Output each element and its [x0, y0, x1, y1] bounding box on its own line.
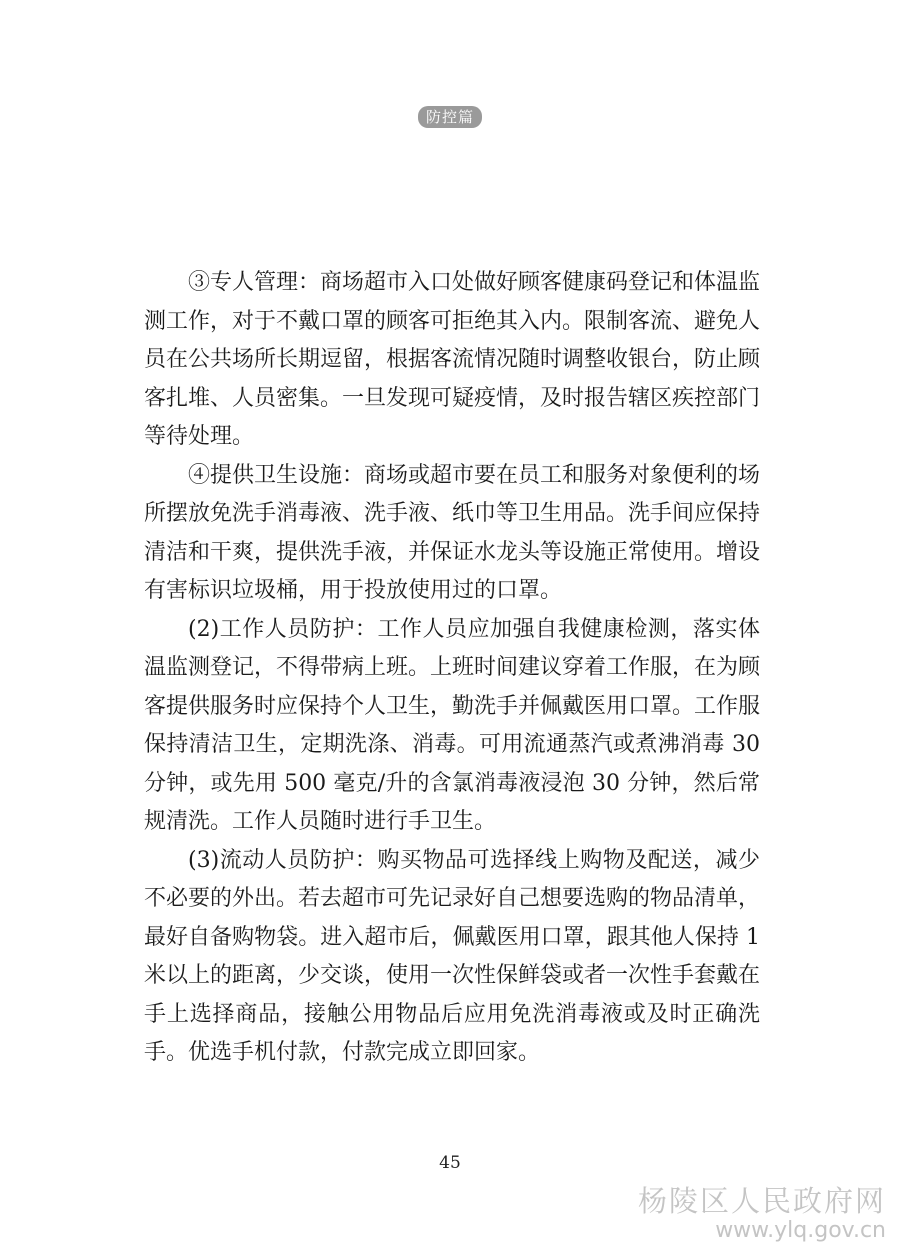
- page-number: 45: [439, 1153, 461, 1173]
- watermark-url: www.ylq.gov.cn: [715, 1218, 886, 1243]
- paragraph-staff-protection: (2)工作人员防护：工作人员应加强自我健康检测，落实体温监测登记，不得带病上班。上班时间建议穿着工作服，在为顾客提供服务时应保持个人卫生，勤洗手并佩戴医用口罩。工作服保持清洁卫生，定期洗涤、消毒。可用流通蒸汽或煮沸消毒 30 分钟，或先用 500 毫克/升的含氯消毒液浸泡 30 分钟，然后常规清洗。工作人员随时进行手卫生。: [144, 616, 761, 834]
- site-watermark: [638, 1184, 886, 1244]
- section-label-badge: 防控篇: [418, 106, 482, 128]
- paragraph-visitor-protection: (3)流动人员防护：购买物品可选择线上购物及配送，减少不必要的外出。若去超市可先记录好自己想要选购的物品清单，最好自备购物袋。进入超市后，佩戴医用口罩，跟其他人保持 1 米以上的距离，少交谈，使用一次性保鲜袋或者一次性手套戴在手上选择商品，接触公用物品后应用免洗消毒液或及时正确洗手。优选手机付款，付款完成立即回家。: [144, 847, 761, 1065]
- paragraph-dedicated-management: ③专人管理：商场超市入口处做好顾客健康码登记和体温监测工作，对于不戴口罩的顾客可拒绝其入内。限制客流、避免人员在公共场所长期逗留，根据客流情况随时调整收银台，防止顾客扎堆、人员密集。一旦发现可疑疫情，及时报告辖区疾控部门等待处理。: [144, 270, 761, 449]
- document-body: [144, 264, 760, 1073]
- paragraph-sanitation-facilities: ④提供卫生设施：商场或超市要在员工和服务对象便利的场所摆放免洗手消毒液、洗手液、纸巾等卫生用品。洗手间应保持清洁和干爽，提供洗手液，并保证水龙头等设施正常使用。增设有害标识垃圾桶，用于投放使用过的口罩。: [144, 462, 761, 603]
- watermark-title: 杨陵区人民政府网: [637, 1184, 886, 1218]
